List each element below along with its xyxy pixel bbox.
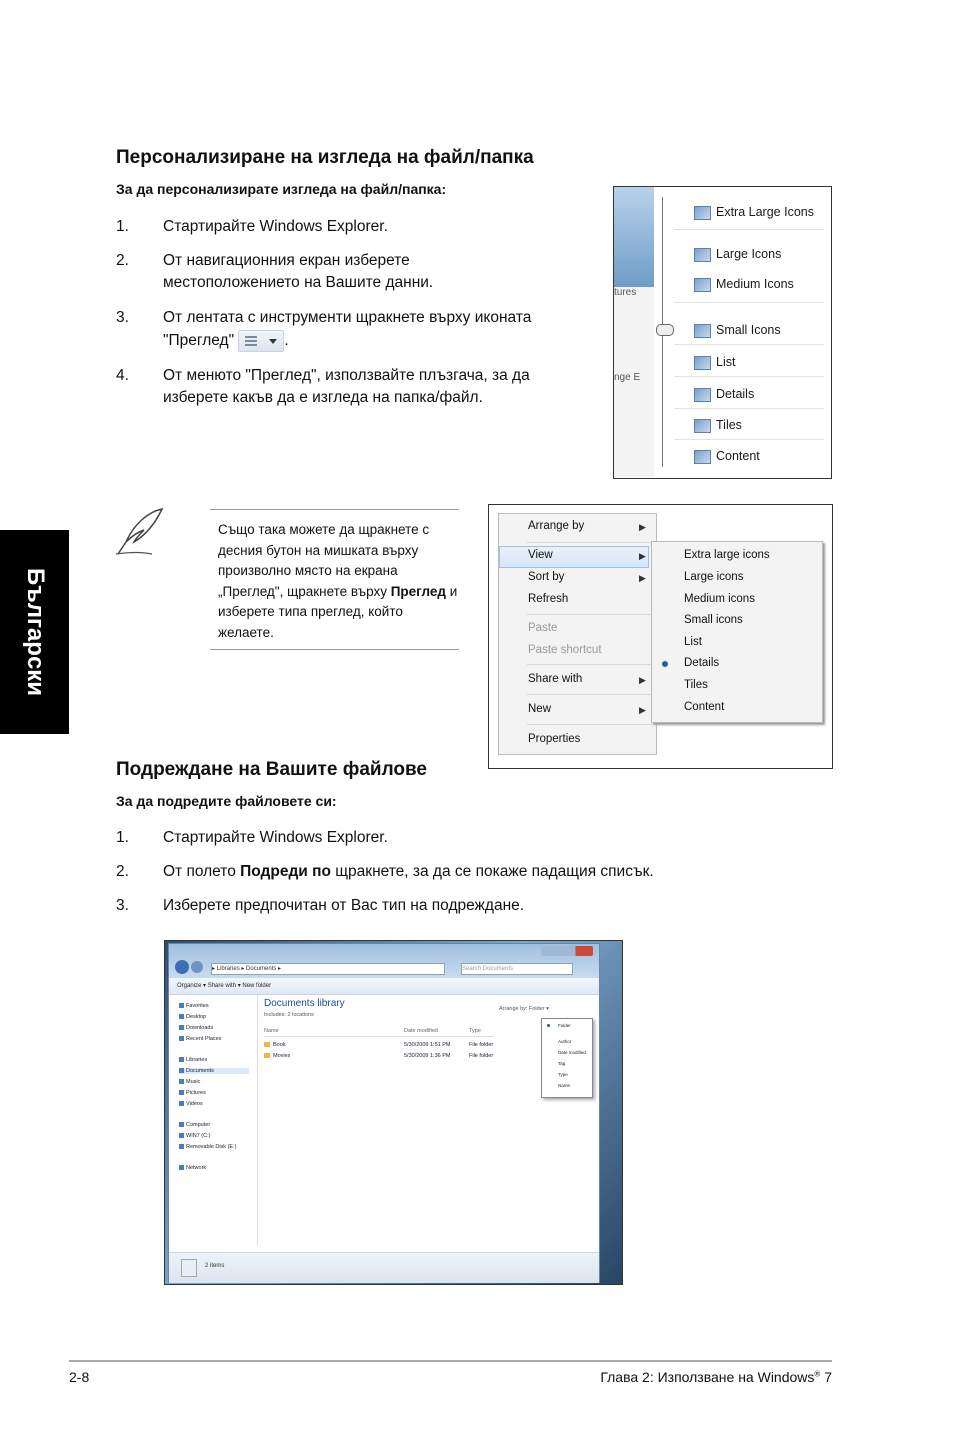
sub-content[interactable]: Content	[684, 701, 725, 713]
window-titlebar-fragment	[614, 187, 654, 287]
context-menu	[498, 513, 657, 755]
nav-documents[interactable]: Documents	[179, 1068, 249, 1074]
view-menu-small-icons[interactable]: Small Icons	[694, 323, 781, 338]
section1-step-4: 4. От менюто "Преглед", използвайте плъзгача, за да изберете какъв да е изгледа на папка/файл.	[116, 367, 530, 406]
ctx-divider	[527, 664, 652, 665]
submenu-arrow-icon: ▶	[639, 705, 646, 715]
nav-downloads[interactable]: Downloads	[179, 1025, 213, 1031]
ctx-divider	[527, 724, 652, 725]
view-menu-divider	[674, 229, 824, 230]
explorer-window: ▸ Libraries ▸ Documents ▸ Search Documents Organize ▾ Share with ▾ New folder Favorites Desktop Downloads Recent Places Libraries Documents Music Pictures Videos Computer WIN7 (C:) Removable Disk (E:) Network Documents library Includes: 2 locations Arrange by: Folder ▾ Name Date modified Type Book 5/30/2009 1:51 PM File folder Movies 5/30/2009 1:36 PM File folder Folder Author Date modified Tag Type Name 2 items	[168, 943, 600, 1283]
ctx-paste: Paste	[528, 622, 558, 634]
section1-step-1: 1. Стартирайте Windows Explorer.	[116, 218, 388, 235]
submenu-arrow-icon: ▶	[639, 675, 646, 685]
ctx-divider	[527, 542, 652, 543]
section2-title: Подреждане на Вашите файлове	[116, 759, 427, 780]
list-icon	[694, 356, 711, 370]
nav-videos[interactable]: Videos	[179, 1101, 203, 1107]
selected-radio-icon	[662, 661, 668, 667]
window-controls[interactable]	[541, 946, 593, 956]
nav-drive-c[interactable]: WIN7 (C:)	[179, 1133, 210, 1139]
large-icons-icon	[694, 248, 711, 262]
sub-extra-large-icons[interactable]: Extra large icons	[684, 549, 770, 561]
submenu-arrow-icon: ▶	[639, 573, 646, 583]
nav-recent-places[interactable]: Recent Places	[179, 1036, 221, 1042]
arrange-by-button[interactable]: Arrange by: Folder ▾	[499, 1006, 549, 1012]
note-text: Също така можете да щракнете с десния бутон на мишката върху произволно място на екрана „Преглед", щракнете върху Преглед и изберете типа преглед, който желаете.	[218, 522, 458, 640]
language-side-tab	[0, 530, 69, 734]
ctx-refresh[interactable]: Refresh	[528, 593, 569, 605]
ctx-new[interactable]: New	[528, 703, 552, 715]
forward-button[interactable]	[191, 961, 203, 973]
nav-network[interactable]: Network	[179, 1165, 206, 1171]
ctx-properties[interactable]: Properties	[528, 733, 581, 745]
explorer-toolbar: Organize ▾ Share with ▾ New folder	[169, 978, 599, 995]
section2-step-3: 3. Изберете предпочитан от Вас тип на подреждане.	[116, 897, 525, 914]
view-menu-divider	[674, 376, 824, 377]
ctx-share-with[interactable]: Share with	[528, 673, 583, 685]
view-slider-menu-screenshot	[613, 186, 832, 479]
section1-title: Персонализиране на изгледа на файл/папка	[116, 147, 534, 168]
sub-small-icons[interactable]: Small icons	[684, 614, 743, 626]
nav-removable-disk[interactable]: Removable Disk (E:)	[179, 1144, 236, 1150]
ctx-divider	[527, 614, 652, 615]
section2-subtitle: За да подредите файловете си:	[116, 793, 337, 809]
section1-step-3: 3. От лентата с инструменти щракнете върху иконата "Преглед" .	[116, 307, 606, 355]
dropdown-item[interactable]: Folder	[558, 1023, 571, 1028]
view-menu-list[interactable]: List	[694, 355, 735, 370]
page-number: 2-8	[69, 1369, 90, 1385]
medium-icons-icon	[694, 278, 711, 292]
back-button[interactable]	[175, 960, 189, 974]
chapter-title: Глава 2: Използване на Windows® 7	[600, 1369, 832, 1385]
extra-large-icons-icon	[694, 206, 711, 220]
nav-libraries[interactable]: Libraries	[179, 1057, 207, 1063]
language-label: Български	[21, 567, 49, 697]
explorer-titlebar	[169, 944, 599, 978]
context-menu-screenshot	[488, 504, 833, 769]
submenu-arrow-icon: ▶	[639, 551, 646, 561]
nav-pictures[interactable]: Pictures	[179, 1090, 206, 1096]
ctx-divider	[527, 694, 652, 695]
dropdown-item[interactable]: Date modified	[558, 1050, 586, 1055]
section2-step-2: 2. От полето Подреди по щракнете, за да се покаже падащия списък.	[116, 863, 654, 880]
tiles-icon	[694, 419, 711, 433]
details-icon	[694, 388, 711, 402]
ctx-paste-shortcut: Paste shortcut	[528, 644, 602, 656]
ctx-arrange-by[interactable]: Arrange by	[528, 520, 585, 532]
view-submenu	[651, 541, 823, 723]
note-feather-icon	[112, 506, 168, 558]
address-bar[interactable]: ▸ Libraries ▸ Documents ▸	[211, 963, 445, 975]
view-menu-tiles[interactable]: Tiles	[694, 418, 742, 433]
navigation-pane	[169, 995, 258, 1245]
view-menu-divider	[674, 344, 824, 345]
note-top-rule	[210, 509, 459, 510]
search-box[interactable]: Search Documents	[461, 963, 573, 975]
status-bar: 2 items	[169, 1252, 599, 1283]
small-icons-icon	[694, 324, 711, 338]
view-options-icon	[238, 330, 284, 352]
library-includes[interactable]: Includes: 2 locations	[264, 1012, 314, 1018]
file-list-header: Name Date modified Type	[264, 1028, 494, 1037]
library-icon	[181, 1259, 197, 1277]
footer-rule	[69, 1360, 832, 1362]
window-fragment: tures nge E	[614, 287, 654, 477]
note-bottom-rule	[210, 649, 459, 650]
section2-step-1: 1. Стартирайте Windows Explorer.	[116, 829, 388, 846]
view-menu-divider	[674, 302, 824, 303]
sub-large-icons[interactable]: Large icons	[684, 571, 744, 583]
sub-tiles[interactable]: Tiles	[684, 679, 708, 691]
view-menu-divider	[674, 439, 824, 440]
nav-favorites[interactable]: Favorites	[179, 1003, 209, 1009]
folder-icon	[264, 1053, 270, 1058]
sub-list[interactable]: List	[684, 636, 702, 648]
ctx-view[interactable]: View	[499, 546, 649, 568]
section1-step-2: 2. От навигационния екран изберете местоположението на Вашите данни.	[116, 252, 434, 291]
nav-music[interactable]: Music	[179, 1079, 200, 1085]
library-title: Documents library	[264, 998, 345, 1009]
nav-desktop[interactable]: Desktop	[179, 1014, 206, 1020]
view-menu-content[interactable]: Content	[694, 449, 760, 464]
content-icon	[694, 450, 711, 464]
view-menu-extra-large-icons[interactable]: Extra Large Icons	[694, 205, 814, 220]
folder-icon	[264, 1042, 270, 1047]
dropdown-item[interactable]: Author	[558, 1039, 572, 1044]
arrange-by-dropdown	[541, 1018, 593, 1098]
view-menu-large-icons[interactable]: Large Icons	[694, 247, 781, 262]
dropdown-item[interactable]: Type	[558, 1072, 568, 1077]
dropdown-item[interactable]: Name	[558, 1083, 571, 1088]
view-slider-handle[interactable]	[656, 324, 674, 336]
view-menu-details[interactable]: Details	[694, 387, 754, 402]
selected-radio-icon	[547, 1024, 550, 1027]
view-menu-divider	[674, 408, 824, 409]
dropdown-item[interactable]: Tag	[558, 1061, 566, 1066]
sub-details[interactable]: Details	[684, 657, 720, 669]
explorer-window-screenshot	[164, 940, 623, 1285]
sub-medium-icons[interactable]: Medium icons	[684, 593, 755, 605]
ctx-sort-by[interactable]: Sort by	[528, 571, 565, 583]
nav-computer[interactable]: Computer	[179, 1122, 210, 1128]
view-menu-medium-icons[interactable]: Medium Icons	[694, 277, 794, 292]
section1-subtitle: За да персонализирате изгледа на файл/папка:	[116, 181, 447, 197]
submenu-arrow-icon: ▶	[639, 522, 646, 532]
